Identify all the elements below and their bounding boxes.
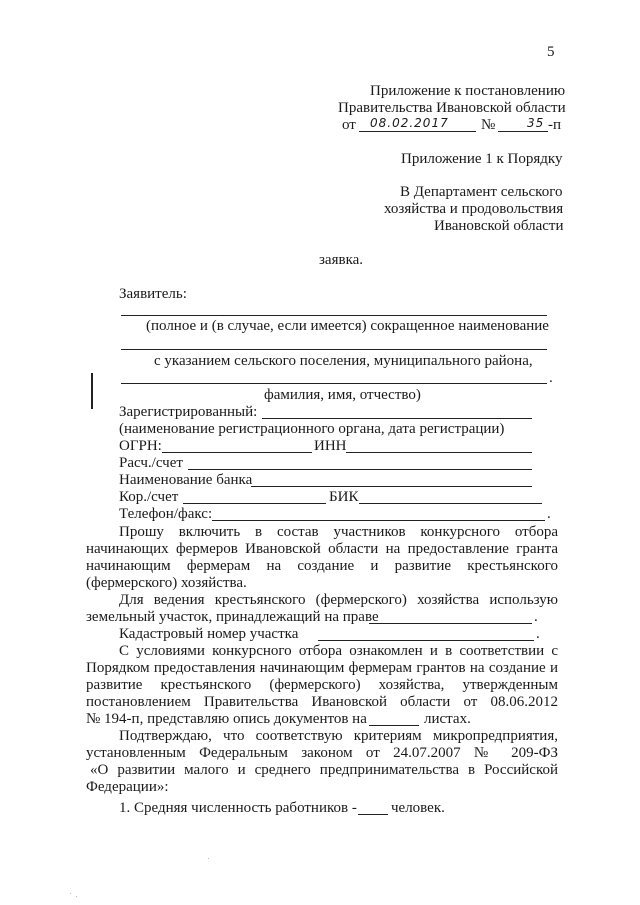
ogrn-label: ОГРН: xyxy=(119,438,162,454)
document-title: заявка. xyxy=(319,252,364,268)
header-no-label: № xyxy=(481,117,496,133)
decree-date: 08.02.2017 xyxy=(370,116,449,130)
body-p2-line-1: Для ведения крестьянского (фермерского) хозяйства использую xyxy=(119,592,558,608)
body-p1-line-3: начинающим фермерам на создание и развитие крестьянского xyxy=(86,558,558,574)
applicant-hint-3: фамилия, имя, отчество) xyxy=(264,387,421,403)
appendix-title: Приложение 1 к Порядку xyxy=(401,151,563,167)
registered-line xyxy=(262,418,532,419)
applicant-hint-2: с указанием сельского поселения, муниципального района, xyxy=(154,353,533,369)
phone-line xyxy=(212,520,545,521)
scan-margin-mark xyxy=(91,373,93,409)
employee-count-line xyxy=(358,814,388,815)
scan-speck xyxy=(70,893,71,894)
body-p4-line-5b: листах. xyxy=(424,711,471,727)
sheets-count-line xyxy=(369,725,419,726)
header-line-2: Правительства Ивановской области xyxy=(338,100,566,116)
body-p6-a: 1. Средняя численность работников - xyxy=(119,800,357,816)
body-p5-line-2: установленным Федеральным законом от 24.07.2007 № 209-ФЗ xyxy=(86,745,558,761)
header-line-1: Приложение к постановлению xyxy=(370,83,566,99)
applicant-location-line xyxy=(121,349,547,350)
cadastral-label: Кадастровый номер участка xyxy=(119,626,299,642)
body-p1-line-2: начинающих фермеров Ивановской области на предоставление гранта xyxy=(86,541,558,557)
body-p1-line-4: (фермерского) хозяйства. xyxy=(86,575,247,591)
body-p4-line-4: постановлением Правительства Ивановской области от 08.06.2012 xyxy=(86,694,558,710)
page-number: 5 xyxy=(547,44,555,60)
corr-account-line xyxy=(183,503,326,504)
body-p5-line-3: «О развитии малого и среднего предпринимательства в Российской xyxy=(90,762,558,778)
inn-label: ИНН xyxy=(314,438,347,454)
body-p1-line-1: Прошу включить в состав участников конкурсного отбора xyxy=(119,524,558,540)
applicant-label: Заявитель: xyxy=(119,286,187,302)
decree-number: 35 xyxy=(527,116,545,130)
ogrn-line xyxy=(162,452,312,453)
corr-account-label: Кор./счет xyxy=(119,489,179,505)
registered-hint: (наименование регистрационного органа, дата регистрации) xyxy=(119,421,505,437)
registered-label: Зарегистрированный: xyxy=(119,404,258,420)
addressee-line-3: Ивановской области xyxy=(434,218,564,234)
account-label: Расч./счет xyxy=(119,455,183,471)
addressee-line-2: хозяйства и продовольствия xyxy=(384,201,564,217)
bank-label: Наименование банка xyxy=(119,472,253,488)
phone-label: Телефон/факс: xyxy=(119,506,213,522)
applicant-name-line xyxy=(121,315,547,316)
scan-speck xyxy=(76,896,77,897)
cadastral-period: . xyxy=(536,626,540,642)
scan-speck xyxy=(208,858,209,859)
body-p4-line-3: развитие крестьянского (фермерского) хозяйства, утвержденным xyxy=(86,677,558,693)
applicant-hint-1: (полное и (в случае, если имеется) сокращенное наименование xyxy=(146,318,549,334)
body-p4-line-5a: № 194-п, представляю опись документов на xyxy=(86,711,367,727)
bank-line xyxy=(251,486,532,487)
cadastral-line xyxy=(318,640,534,641)
land-right-line xyxy=(369,623,532,624)
addressee-line-1: В Департамент сельского xyxy=(400,184,563,200)
header-from-label: от xyxy=(342,117,356,133)
body-p5-line-4: Федерации»: xyxy=(86,779,169,795)
bik-line xyxy=(359,503,542,504)
land-right-period: . xyxy=(534,609,538,625)
body-p5-line-1: Подтверждаю, что соответствую критериям микропредприятия, xyxy=(119,728,558,744)
phone-period: . xyxy=(547,506,551,522)
body-p2-line-2: земельный участок, принадлежащий на праве xyxy=(86,609,379,625)
bik-label: БИК xyxy=(329,489,359,505)
account-line xyxy=(188,469,532,470)
body-p4-line-1: С условиями конкурсного отбора ознакомлен и в соответствии с xyxy=(119,643,558,659)
applicant-period: . xyxy=(549,370,553,386)
body-p6-b: человек. xyxy=(391,800,445,816)
header-suffix: -п xyxy=(548,117,562,133)
applicant-fio-line xyxy=(121,383,547,384)
body-p4-line-2: Порядком предоставления начинающим фермерам грантов на создание и xyxy=(86,660,558,676)
inn-line xyxy=(346,452,532,453)
